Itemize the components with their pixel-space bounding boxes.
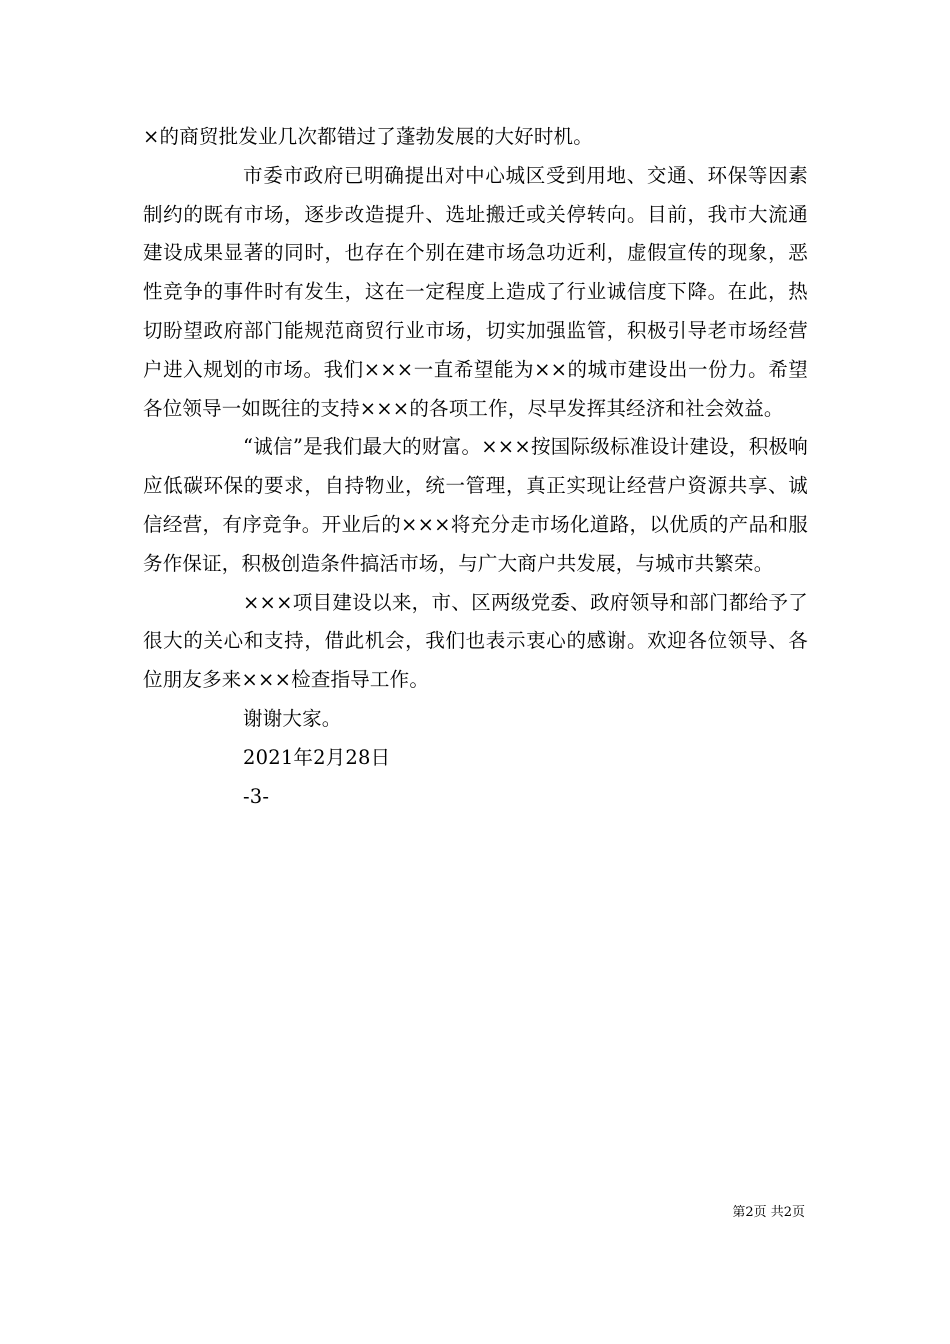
paragraph-market-regulation: 市委市政府已明确提出对中心城区受到用地、交通、环保等因素制约的既有市场，逐步改造提升、选址搬迁或关停转向。目前，我市大流通建设成果显著的同时，也存在个别在建市场急功近利，虚假宣传的现象，恶性竞争的事件时有发生，这在一定程度上造成了行业诚信度下降。在此，热切盼望政府部门能规范商贸行业市场，切实加强监管，积极引导老市场经营户进入规划的市场。我们×××一直希望能为××的城市建设出一份力。希望各位领导一如既往的支持×××的各项工作，尽早发挥其经济和社会效益。 [143,163,808,420]
document-date: 2021年2月28日 [243,745,391,769]
closing-remark: 谢谢大家。 [243,706,342,730]
paragraph-continuation: ×的商贸批发业几次都错过了蓬勃发展的大好时机。 [143,125,593,148]
page-marker: -3- [243,784,270,808]
paragraph-thanks: ×××项目建设以来，市、区两级党委、政府领导和部门都给予了很大的关心和支持，借此机会，我们也表示衷心的感谢。欢迎各位领导、各位朋友多来×××检查指导工作。 [143,590,808,692]
page-footer: 第2页 共2页 [732,1205,805,1220]
paragraph-integrity: “诚信”是我们最大的财富。×××按国际级标准设计建设，积极响应低碳环保的要求，自持物业，统一管理，真正实现让经营户资源共享、诚信经营，有序竞争。开业后的×××将充分走市场化道路，以优质的产品和服务作保证，积极创造条件搞活市场，与广大商户共发展，与城市共繁荣。 [143,435,808,575]
document-body [143,118,808,816]
